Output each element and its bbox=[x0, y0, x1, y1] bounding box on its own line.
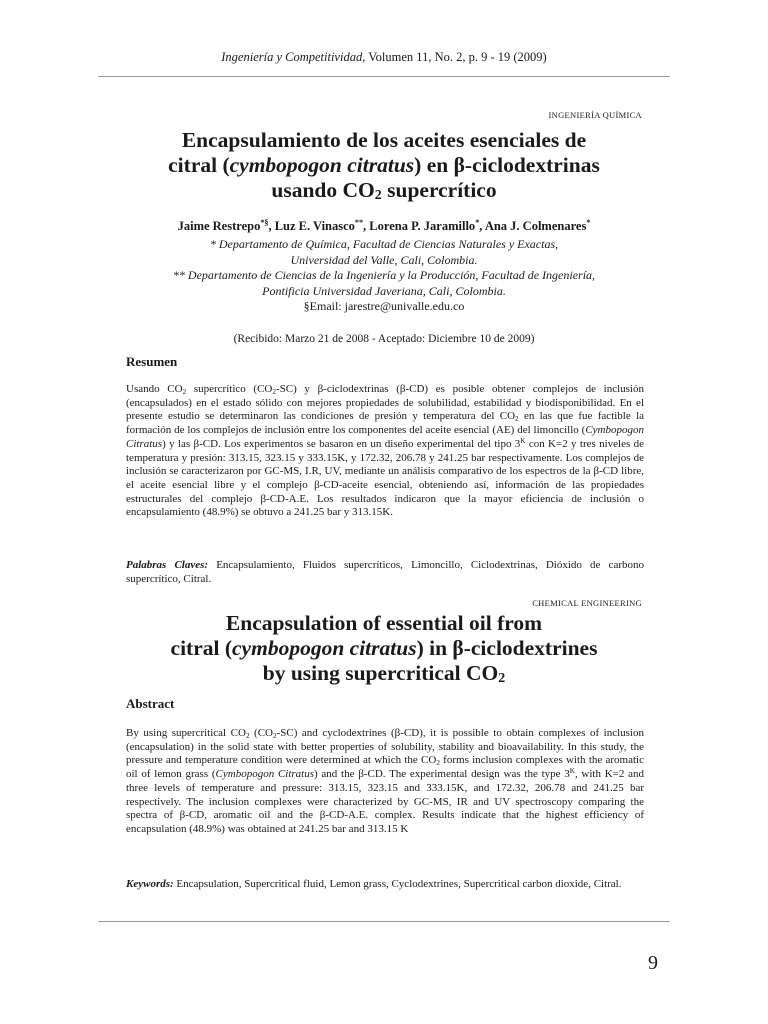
contact-email: §Email: jarestre@univalle.edu.co bbox=[303, 299, 465, 313]
section-label-en: CHEMICAL ENGINEERING bbox=[532, 598, 642, 608]
title-en-line1: Encapsulation of essential oil from bbox=[225, 611, 543, 635]
title-es-line3: usando $CO_2$ supercrítico bbox=[271, 178, 497, 203]
title-es bbox=[100, 128, 668, 203]
title-en-line2: citral (cymbopogon citratus) in β-ciclodextrines bbox=[170, 636, 598, 660]
title-es-line1: Encapsulamiento de los aceites esenciales de bbox=[181, 128, 587, 152]
footer-rule bbox=[98, 921, 670, 922]
journal-details: Volumen 11, No. 2, p. 9 - 19 (2009) bbox=[365, 50, 547, 64]
title-en-line3: by using supercritical $CO_2$ bbox=[262, 661, 506, 686]
affiliation-1-line1: * Departamento de Química, Facultad de Ciencias Naturales y Exactas, bbox=[209, 237, 559, 251]
keywords-es: Encapsulamiento, Fluidos supercríticos, Limoncillo, Ciclodextrinas, Dióxido de carbono supercrítico, Citral. bbox=[126, 559, 644, 585]
header-rule bbox=[98, 76, 670, 77]
resumen-text: Usando $CO_2$ supercrítico $(CO_2-SC)$ y β-ciclodextrinas (β-CD) es posible obtener complejos de inclusión (encapsulados) en el estado sólido con mejores propiedades de solubilidad, estabilidad y biodisponibilidad. En el presente estudio se determinaron las condiciones de presión y temperatura del $CO_2$ en las que fue factible la formación de los complejos de inclusión entre los componentes del aceite esencial (AE) del limoncillo (Cymbopogon Citratus) y las β-CD. Los experimentos se basaron en un diseño experimental del tipo $3^K$ con K=2 y tres niveles de temperatura y presión: 313.15, 323.15 y 333.15K, y 172.32, 206.78 y 241.25 bar respectivamente. Los complejos de inclusión se caracterizaron por GC-MS, I.R, UV, mediante un análisis comparativo de los espectros de la β-CD libre, el aceite esencial libre y el complejo β-CD-aceite esencial, obteniendo así, información de las propiedades estructurales del complejo β-CD-A.E. Los resultados indicaron que la mayor eficiencia de inclusión o encapsulamiento (48.9%) se obtuvo a 241.25 bar y 313.15K. bbox=[126, 383, 645, 519]
author: Lorena P. Jaramillo bbox=[369, 219, 476, 233]
keywords-en: Encapsulation, Supercritical fluid, Lemon grass, Cyclodextrines, Supercritical carbon dioxide, Citral. bbox=[173, 878, 622, 890]
author: Jaime Restrepo bbox=[177, 219, 261, 233]
affiliation-1-line2: Universidad del Valle, Cali, Colombia. bbox=[290, 252, 478, 267]
keywords-label-en: Keywords: bbox=[126, 878, 174, 890]
resumen-heading: Resumen bbox=[126, 354, 178, 369]
title-en bbox=[100, 611, 668, 686]
abstract-text: By using supercritical $CO_2$ $(CO_2-SC)$ and cyclodextrines (β-CD), it is possible to obtain complexes of inclusion (encapsulation) in the solid state with better properties of solubility, stability and bioavailability. In this study, the pressure and temperature condition were determined at which the $CO_2$ forms inclusion complexes with the aromatic oil of lemon grass (Cymbopogon Citratus) and the β-CD. The experimental design was the type $3^K$, with K=2 and three levels of temperature and pressure: 313.15, 323.15 and 333.15K, and 172.32, 206.78 and 241.25 bar respectively. The inclusion complexes were characterized by GC-MS, IR and UV spectroscopy comparing the spectra of β-CD, aromatic oil and the β-CD-A.E. complex. Results indicate that the highest efficiency of encapsulation (48.9%) was obtained at 241.25 bar and 313.15 K bbox=[126, 727, 645, 835]
palabras-claves bbox=[126, 559, 644, 586]
section-label-es: INGENIERÍA QUÍMICA bbox=[548, 110, 642, 120]
keywords bbox=[126, 878, 644, 892]
abstract-heading: Abstract bbox=[126, 696, 175, 711]
author: Ana J. Colmenares bbox=[484, 219, 587, 233]
running-header bbox=[0, 50, 768, 65]
keywords-label-es: Palabras Claves: bbox=[126, 559, 209, 571]
title-es-line2: citral (cymbopogon citratus) en β-ciclodextrinas bbox=[168, 153, 600, 177]
affiliation-2-line1: ** Departamento de Ciencias de la Ingeniería y la Producción, Facultad de Ingeniería, bbox=[172, 268, 596, 282]
received-accepted-dates: (Recibido: Marzo 21 de 2008 - Aceptado: Diciembre 10 de 2009) bbox=[233, 333, 535, 345]
author: Luz E. Vinasco bbox=[274, 219, 355, 233]
page-number: 9 bbox=[648, 952, 658, 974]
author-list: Jaime Restrepo*§, Luz E. Vinasco**, Lorena P. Jaramillo*, Ana J. Colmenares* bbox=[177, 218, 591, 233]
affiliations bbox=[100, 237, 668, 315]
journal-name: Ingeniería y Competitividad, bbox=[221, 50, 366, 64]
affiliation-2-line2: Pontificia Universidad Javeriana, Cali, Colombia. bbox=[262, 283, 506, 298]
